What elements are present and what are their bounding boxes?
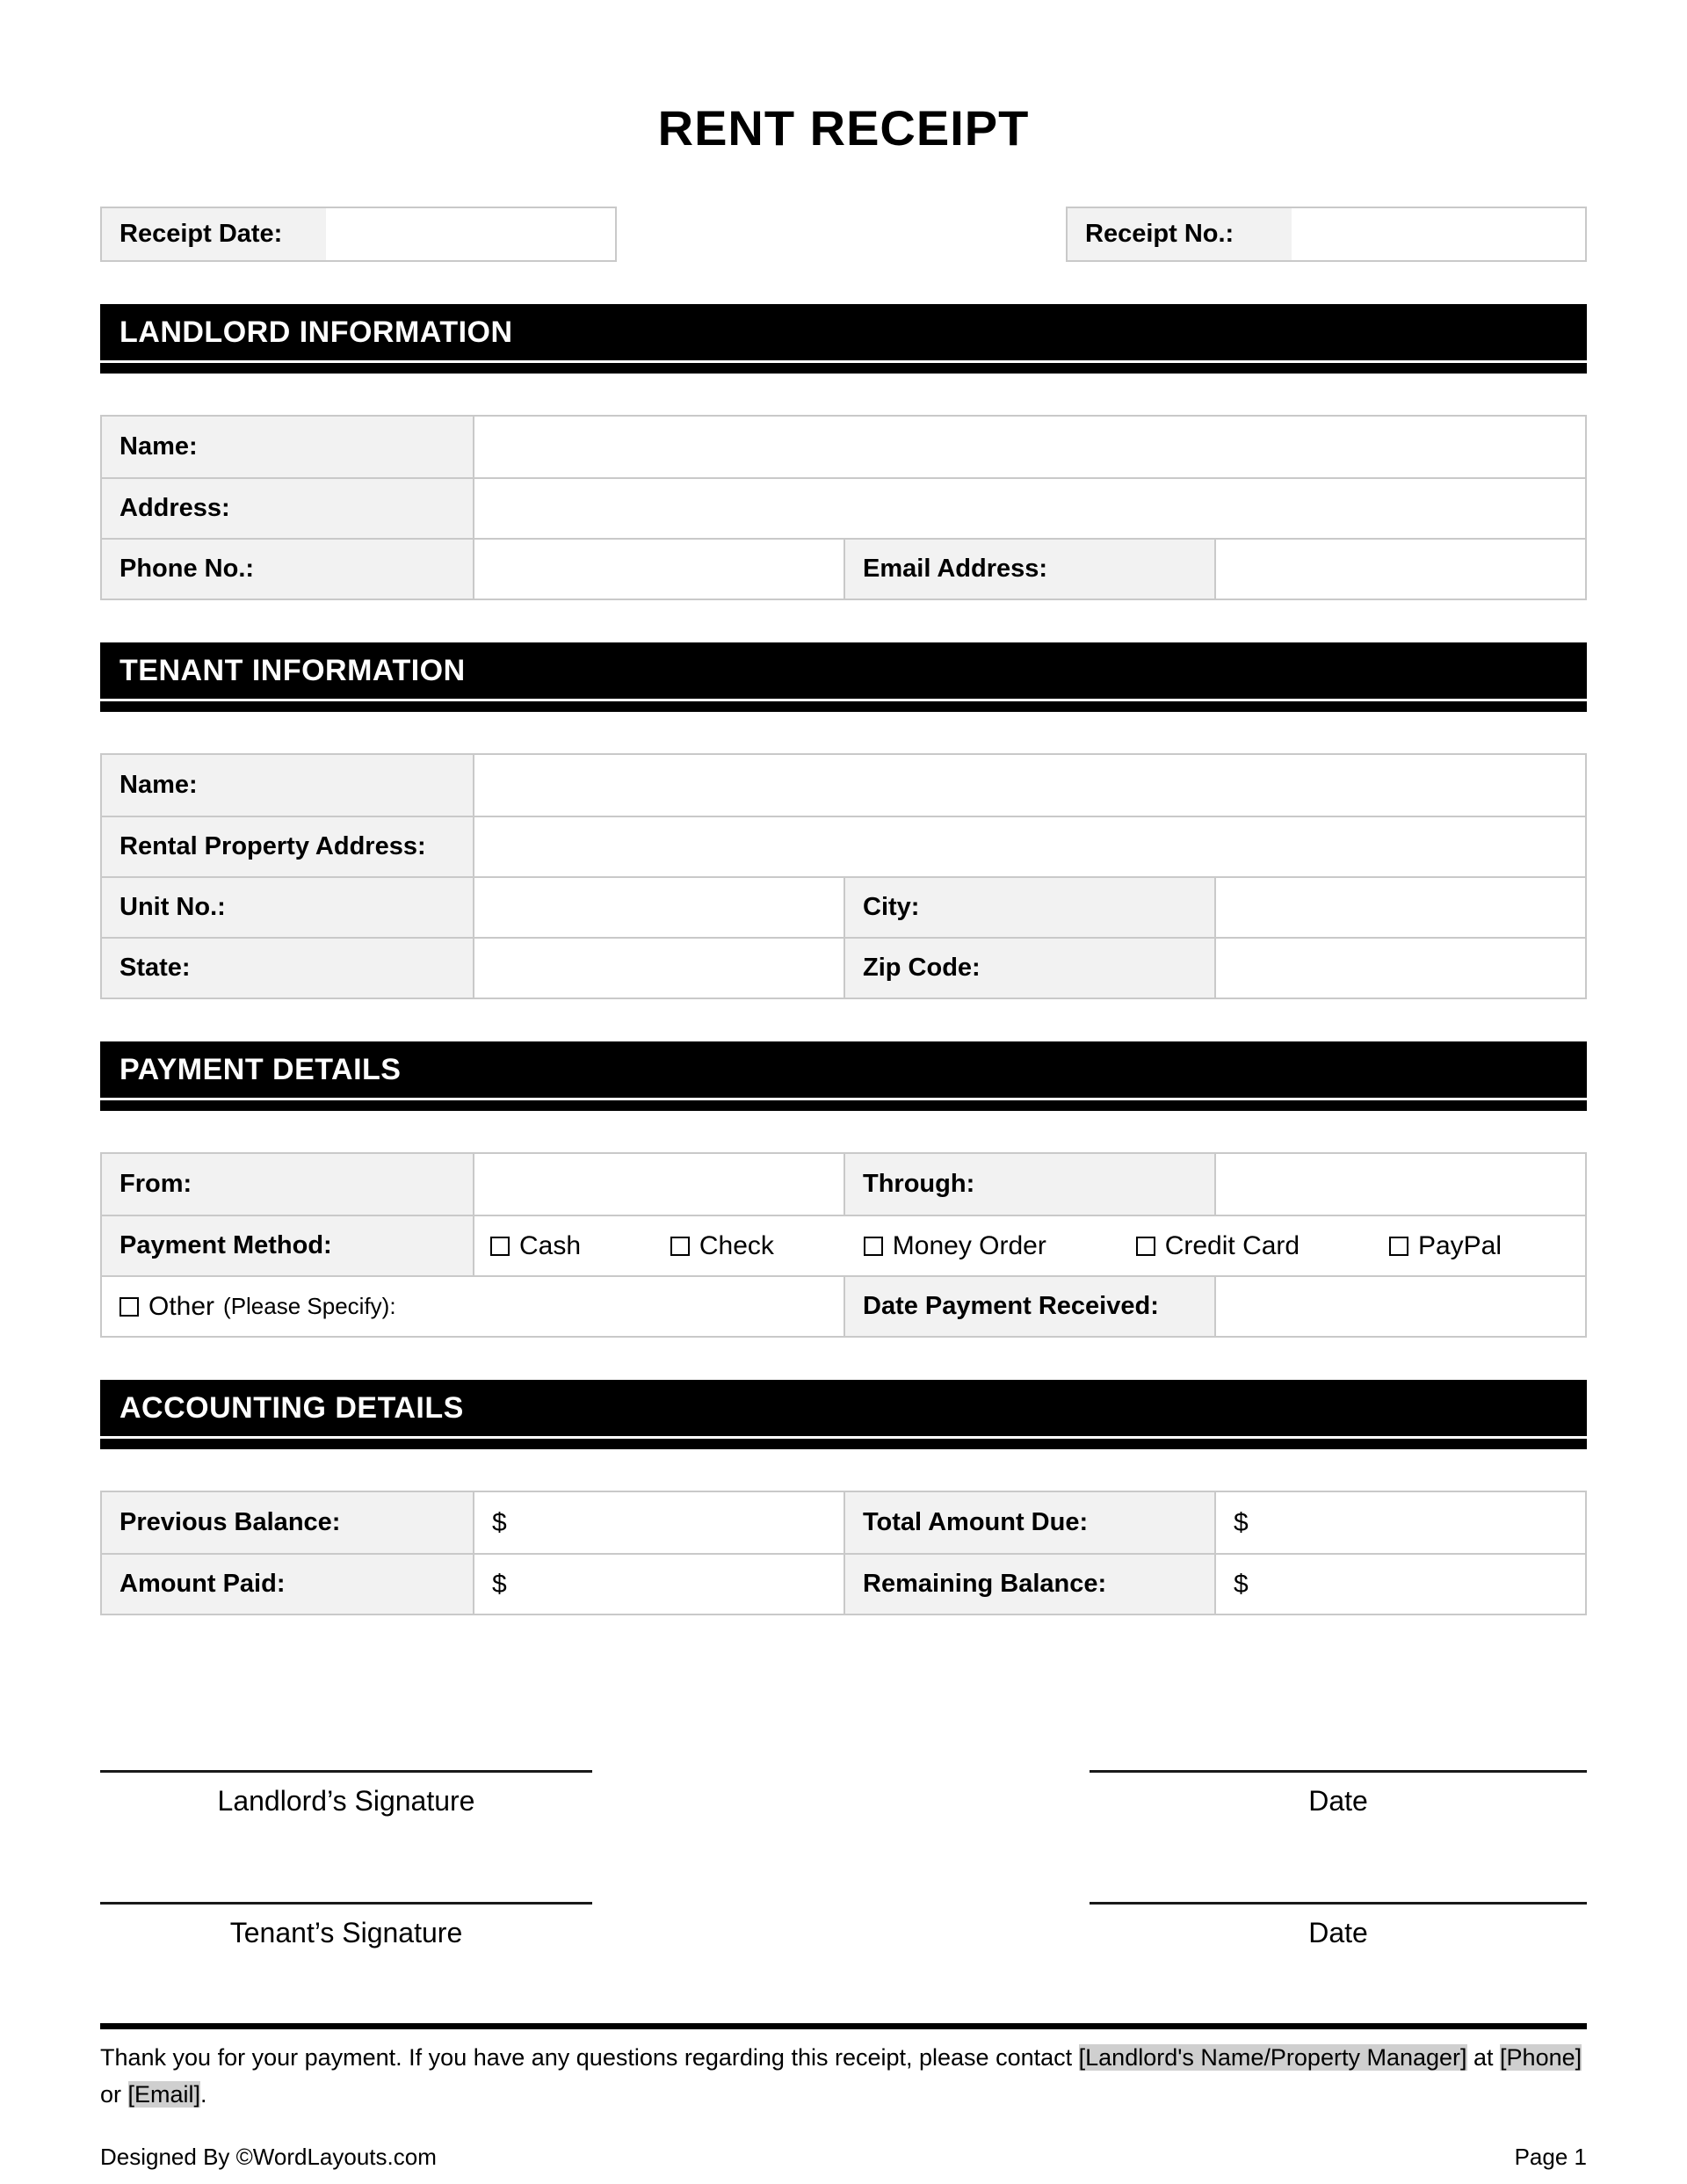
table-row (102, 1492, 1585, 1553)
payment-other-label: Other (148, 1291, 215, 1321)
table-row (102, 538, 1585, 599)
payment-section-header (100, 1041, 1587, 1098)
remaining-balance-field[interactable] (1214, 1555, 1585, 1614)
phone-placeholder: [Phone] (1500, 2044, 1582, 2072)
tenant-section-title: TENANT INFORMATION (119, 653, 466, 687)
contact-placeholder: [Landlord's Name/Property Manager] (1078, 2044, 1467, 2072)
payment-method-options (473, 1216, 1585, 1275)
payment-method-option-paypal[interactable] (1389, 1231, 1502, 1261)
payment-date-received-label: Date Payment Received: (844, 1277, 1214, 1336)
payment-from-field[interactable] (473, 1154, 844, 1215)
tenant-city-field[interactable] (1214, 878, 1585, 937)
tenant-rental-address-label: Rental Property Address: (102, 817, 473, 876)
table-row (102, 876, 1585, 937)
checkbox-icon[interactable] (490, 1237, 510, 1256)
tenant-name-label: Name: (102, 755, 473, 816)
currency-symbol: $ (492, 1507, 507, 1537)
tenant-signature-line[interactable] (100, 1902, 592, 1905)
tenant-state-label: State: (102, 939, 473, 998)
landlord-name-field[interactable] (473, 417, 1585, 477)
payment-date-received-field[interactable] (1214, 1277, 1585, 1336)
payment-other-hint: (Please Specify): (223, 1293, 396, 1320)
landlord-address-label: Address: (102, 479, 473, 538)
checkbox-icon[interactable] (1389, 1237, 1408, 1256)
currency-symbol: $ (1234, 1569, 1249, 1599)
checkbox-icon[interactable] (670, 1237, 690, 1256)
table-row (102, 1215, 1585, 1275)
table-row (102, 816, 1585, 876)
tenant-signature-label: Tenant’s Signature (229, 1917, 463, 1949)
tenant-section-header (100, 642, 1587, 699)
footer-text: . (200, 2081, 207, 2108)
payment-table (100, 1152, 1587, 1338)
tenant-date-line[interactable] (1090, 1902, 1587, 1905)
receipt-date-field[interactable] (326, 208, 615, 260)
payment-method-option-label: Check (699, 1230, 774, 1260)
footer-note (100, 2040, 1587, 2114)
checkbox-icon[interactable] (864, 1237, 883, 1256)
payment-method-option-check[interactable] (670, 1231, 774, 1261)
tenant-signature-block (100, 1902, 592, 1949)
landlord-section-header (100, 304, 1587, 360)
payment-method-option-cash[interactable] (490, 1231, 581, 1261)
checkbox-icon[interactable] (119, 1297, 139, 1317)
table-row (102, 755, 1585, 816)
total-amount-due-field[interactable] (1214, 1492, 1585, 1553)
accounting-table (100, 1491, 1587, 1615)
landlord-signature-block (100, 1770, 592, 1818)
remaining-balance-label: Remaining Balance: (844, 1555, 1214, 1614)
payment-through-label: Through: (844, 1154, 1214, 1215)
footer-text: at (1466, 2044, 1501, 2072)
tenant-signature-row (100, 1902, 1587, 1949)
payment-method-option-label: PayPal (1417, 1230, 1502, 1260)
landlord-section-title: LANDLORD INFORMATION (119, 315, 513, 349)
landlord-address-field[interactable] (473, 479, 1585, 538)
signature-area (100, 1770, 1587, 1949)
landlord-date-block (1090, 1770, 1587, 1818)
landlord-date-label: Date (1308, 1785, 1368, 1818)
amount-paid-label: Amount Paid: (102, 1555, 473, 1614)
footer-text: or (100, 2081, 128, 2108)
previous-balance-field[interactable] (473, 1492, 844, 1553)
receipt-no-box (1066, 207, 1587, 262)
page-number: Page 1 (1514, 2143, 1587, 2170)
landlord-phone-label: Phone No.: (102, 540, 473, 599)
payment-method-option-label: Cash (519, 1230, 582, 1260)
tenant-zip-field[interactable] (1214, 939, 1585, 998)
designed-by-credit: Designed By ©WordLayouts.com (100, 2143, 437, 2170)
tenant-unit-field[interactable] (473, 878, 844, 937)
receipt-meta-row (100, 207, 1587, 262)
checkbox-icon[interactable] (1136, 1237, 1155, 1256)
tenant-date-label: Date (1308, 1917, 1368, 1949)
tenant-zip-label: Zip Code: (844, 939, 1214, 998)
email-placeholder: [Email] (127, 2081, 201, 2108)
previous-balance-label: Previous Balance: (102, 1492, 473, 1553)
accounting-section-header (100, 1380, 1587, 1436)
tenant-table (100, 753, 1587, 999)
tenant-rental-address-field[interactable] (473, 817, 1585, 876)
landlord-date-line[interactable] (1090, 1770, 1587, 1773)
receipt-no-field[interactable] (1292, 208, 1585, 260)
landlord-email-field[interactable] (1214, 540, 1585, 599)
payment-method-option-credit-card[interactable] (1136, 1231, 1300, 1261)
table-row (102, 1154, 1585, 1215)
payment-from-label: From: (102, 1154, 473, 1215)
total-amount-due-label: Total Amount Due: (844, 1492, 1214, 1553)
payment-other-cell[interactable] (102, 1277, 844, 1336)
footer-text: Thank you for your payment. If you have any questions regarding this receipt, please contact (100, 2044, 1079, 2072)
footer-bottom-row (100, 2144, 1587, 2171)
payment-section-title: PAYMENT DETAILS (119, 1052, 402, 1086)
currency-symbol: $ (1234, 1507, 1249, 1537)
amount-paid-field[interactable] (473, 1555, 844, 1614)
landlord-name-label: Name: (102, 417, 473, 477)
table-row (102, 477, 1585, 538)
accounting-section-title: ACCOUNTING DETAILS (119, 1390, 464, 1425)
payment-method-option-label: Credit Card (1164, 1230, 1300, 1260)
landlord-email-label: Email Address: (844, 540, 1214, 599)
landlord-phone-field[interactable] (473, 540, 844, 599)
tenant-city-label: City: (844, 878, 1214, 937)
tenant-unit-label: Unit No.: (102, 878, 473, 937)
footer-divider (100, 2023, 1587, 2029)
receipt-no-label: Receipt No.: (1068, 208, 1292, 260)
payment-method-label: Payment Method: (102, 1216, 473, 1275)
tenant-date-block (1090, 1902, 1587, 1949)
table-row (102, 937, 1585, 998)
landlord-signature-row (100, 1770, 1587, 1818)
payment-through-field[interactable] (1214, 1154, 1585, 1215)
page-title: RENT RECEIPT (657, 100, 1030, 156)
tenant-state-field[interactable] (473, 939, 844, 998)
tenant-name-field[interactable] (473, 755, 1585, 816)
payment-method-option-money-order[interactable] (864, 1231, 1046, 1261)
receipt-date-label: Receipt Date: (102, 208, 326, 260)
landlord-table (100, 415, 1587, 600)
currency-symbol: $ (492, 1569, 507, 1599)
payment-method-option-label: Money Order (892, 1230, 1046, 1260)
landlord-signature-label: Landlord’s Signature (217, 1785, 475, 1818)
table-row (102, 1275, 1585, 1336)
landlord-signature-line[interactable] (100, 1770, 592, 1773)
table-row (102, 1553, 1585, 1614)
table-row (102, 417, 1585, 477)
receipt-date-box (100, 207, 617, 262)
